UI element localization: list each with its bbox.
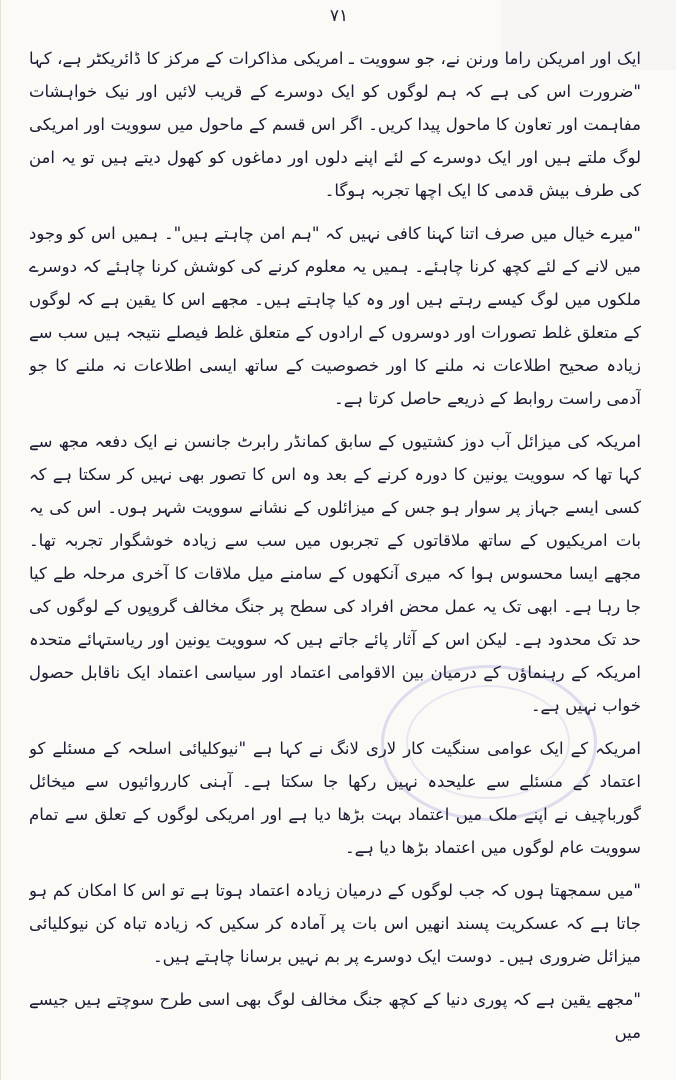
paragraph-5: "میں سمجھتا ہوں کہ جب لوگوں کے درمیان زیادہ اعتماد ہوتا ہے تو اس کا امکان کم ہو جاتا ہے کہ عسکریت پسند انھیں اس بات پر آمادہ کر سکیں کہ زیادہ تباہ کن نیوکلیائی میزائل ضروری ہیں۔ دوست ایک دوسرے پر بم نہیں برسانا چاہتے ہیں۔: [29, 881, 641, 966]
paragraph-2: "میرے خیال میں صرف اتنا کہنا کافی نہیں کہ "ہم امن چاہتے ہیں"۔ ہمیں اس کو وجود میں لانے کے لئے کچھ کرنا چاہئے۔ ہمیں یہ معلوم کرنے کی کوشش کرنا چاہئے کہ دوسرے ملکوں میں لوگ کیسے رہتے ہیں اور وہ کیا چاہتے ہیں۔ مجھے اس کا یقین ہے کہ لوگوں کے متعلق غلط تصورات اور دوسروں کے ارادوں کے متعلق غلط فیصلے نتیجہ ہیں سب سے زیادہ صحیح اطلاعات نہ ملنے کا اور خصوصیت کے ساتھ ایسی اطلاعات نہ ملنے کا جو آدمی راست روابط کے ذریعے حاصل کرتا ہے۔: [29, 224, 641, 408]
paragraph-6: "مجھے یقین ہے کہ پوری دنیا کے کچھ جنگ مخالف لوگ بھی اسی طرح سوچتے ہیں جیسے میں: [29, 990, 641, 1042]
page-number: ۷۱: [329, 6, 349, 26]
paragraph-3: امریکہ کی میزائل آب دوز کشتیوں کے سابق کمانڈر رابرٹ جانسن نے ایک دفعہ مجھ سے کہا تھا کہ سوویت یونین کا دورہ کرنے کے بعد وہ اس کا تصور بھی نہیں کر سکتا ہے کہ کسی ایسے جہاز پر سوار ہو جس کے میزائلوں کے نشانے سوویت شہر ہوں۔ اس کی یہ بات امریکیوں کے ساتھ ملاقاتوں کے تجربوں میں سب سے زیادہ خوشگوار تجربہ تھا۔ مجھے ایسا محسوس ہوا کہ میری آنکھوں کے سامنے میل ملاقات کا آخری مرحلہ طے کیا جا رہا ہے۔ ابھی تک یہ عمل محض افراد کی سطح پر جنگ مخالف گروپوں کے لوگوں کی حد تک محدود ہے۔ لیکن اس کے آثار پائے جاتے ہیں کہ سوویت یونین اور ریاستہائے متحدہ امریکہ کے رہنماؤں کے درمیان بین الاقوامی اعتماد اور سیاسی اعتماد ایک ناقابل حصول خواب نہیں ہے۔: [29, 432, 641, 715]
body-text: [29, 42, 641, 1072]
paragraph-4: امریکہ کے ایک عوامی سنگیت کار لاری لانگ نے کہا ہے "نیوکلیائی اسلحہ کے مسئلے کو اعتماد کے مسئلے سے علیحدہ نہیں رکھا جا سکتا ہے۔ آہنی کارروائیوں سے میخائل گورباچیف نے اپنے ملک میں اعتماد بہت بڑھا دیا ہے اور امریکی لوگوں کے تعلق سے تمام سوویت عام لوگوں میں اعتماد بڑھا دیا ہے۔: [29, 739, 641, 857]
paragraph-1: ایک اور امریکن راما ورنن نے، جو سوویت ـ امریکی مذاکرات کے مرکز کا ڈائریکٹر ہے، کہا "ضرورت اس کی ہے کہ ہم لوگوں کو ایک دوسرے کے قریب لائیں اور نیک خواہشات مفاہمت اور تعاون کا ماحول پیدا کریں۔ اگر اس قسم کے ماحول میں سوویت اور امریکی لوگ ملتے ہیں اور ایک دوسرے کے لئے اپنے دلوں اور دماغوں کو کھول دیتے ہیں تو یہ امن کی طرف بیش قدمی کا ایک اچھا تجربہ ہوگا۔: [29, 49, 641, 200]
